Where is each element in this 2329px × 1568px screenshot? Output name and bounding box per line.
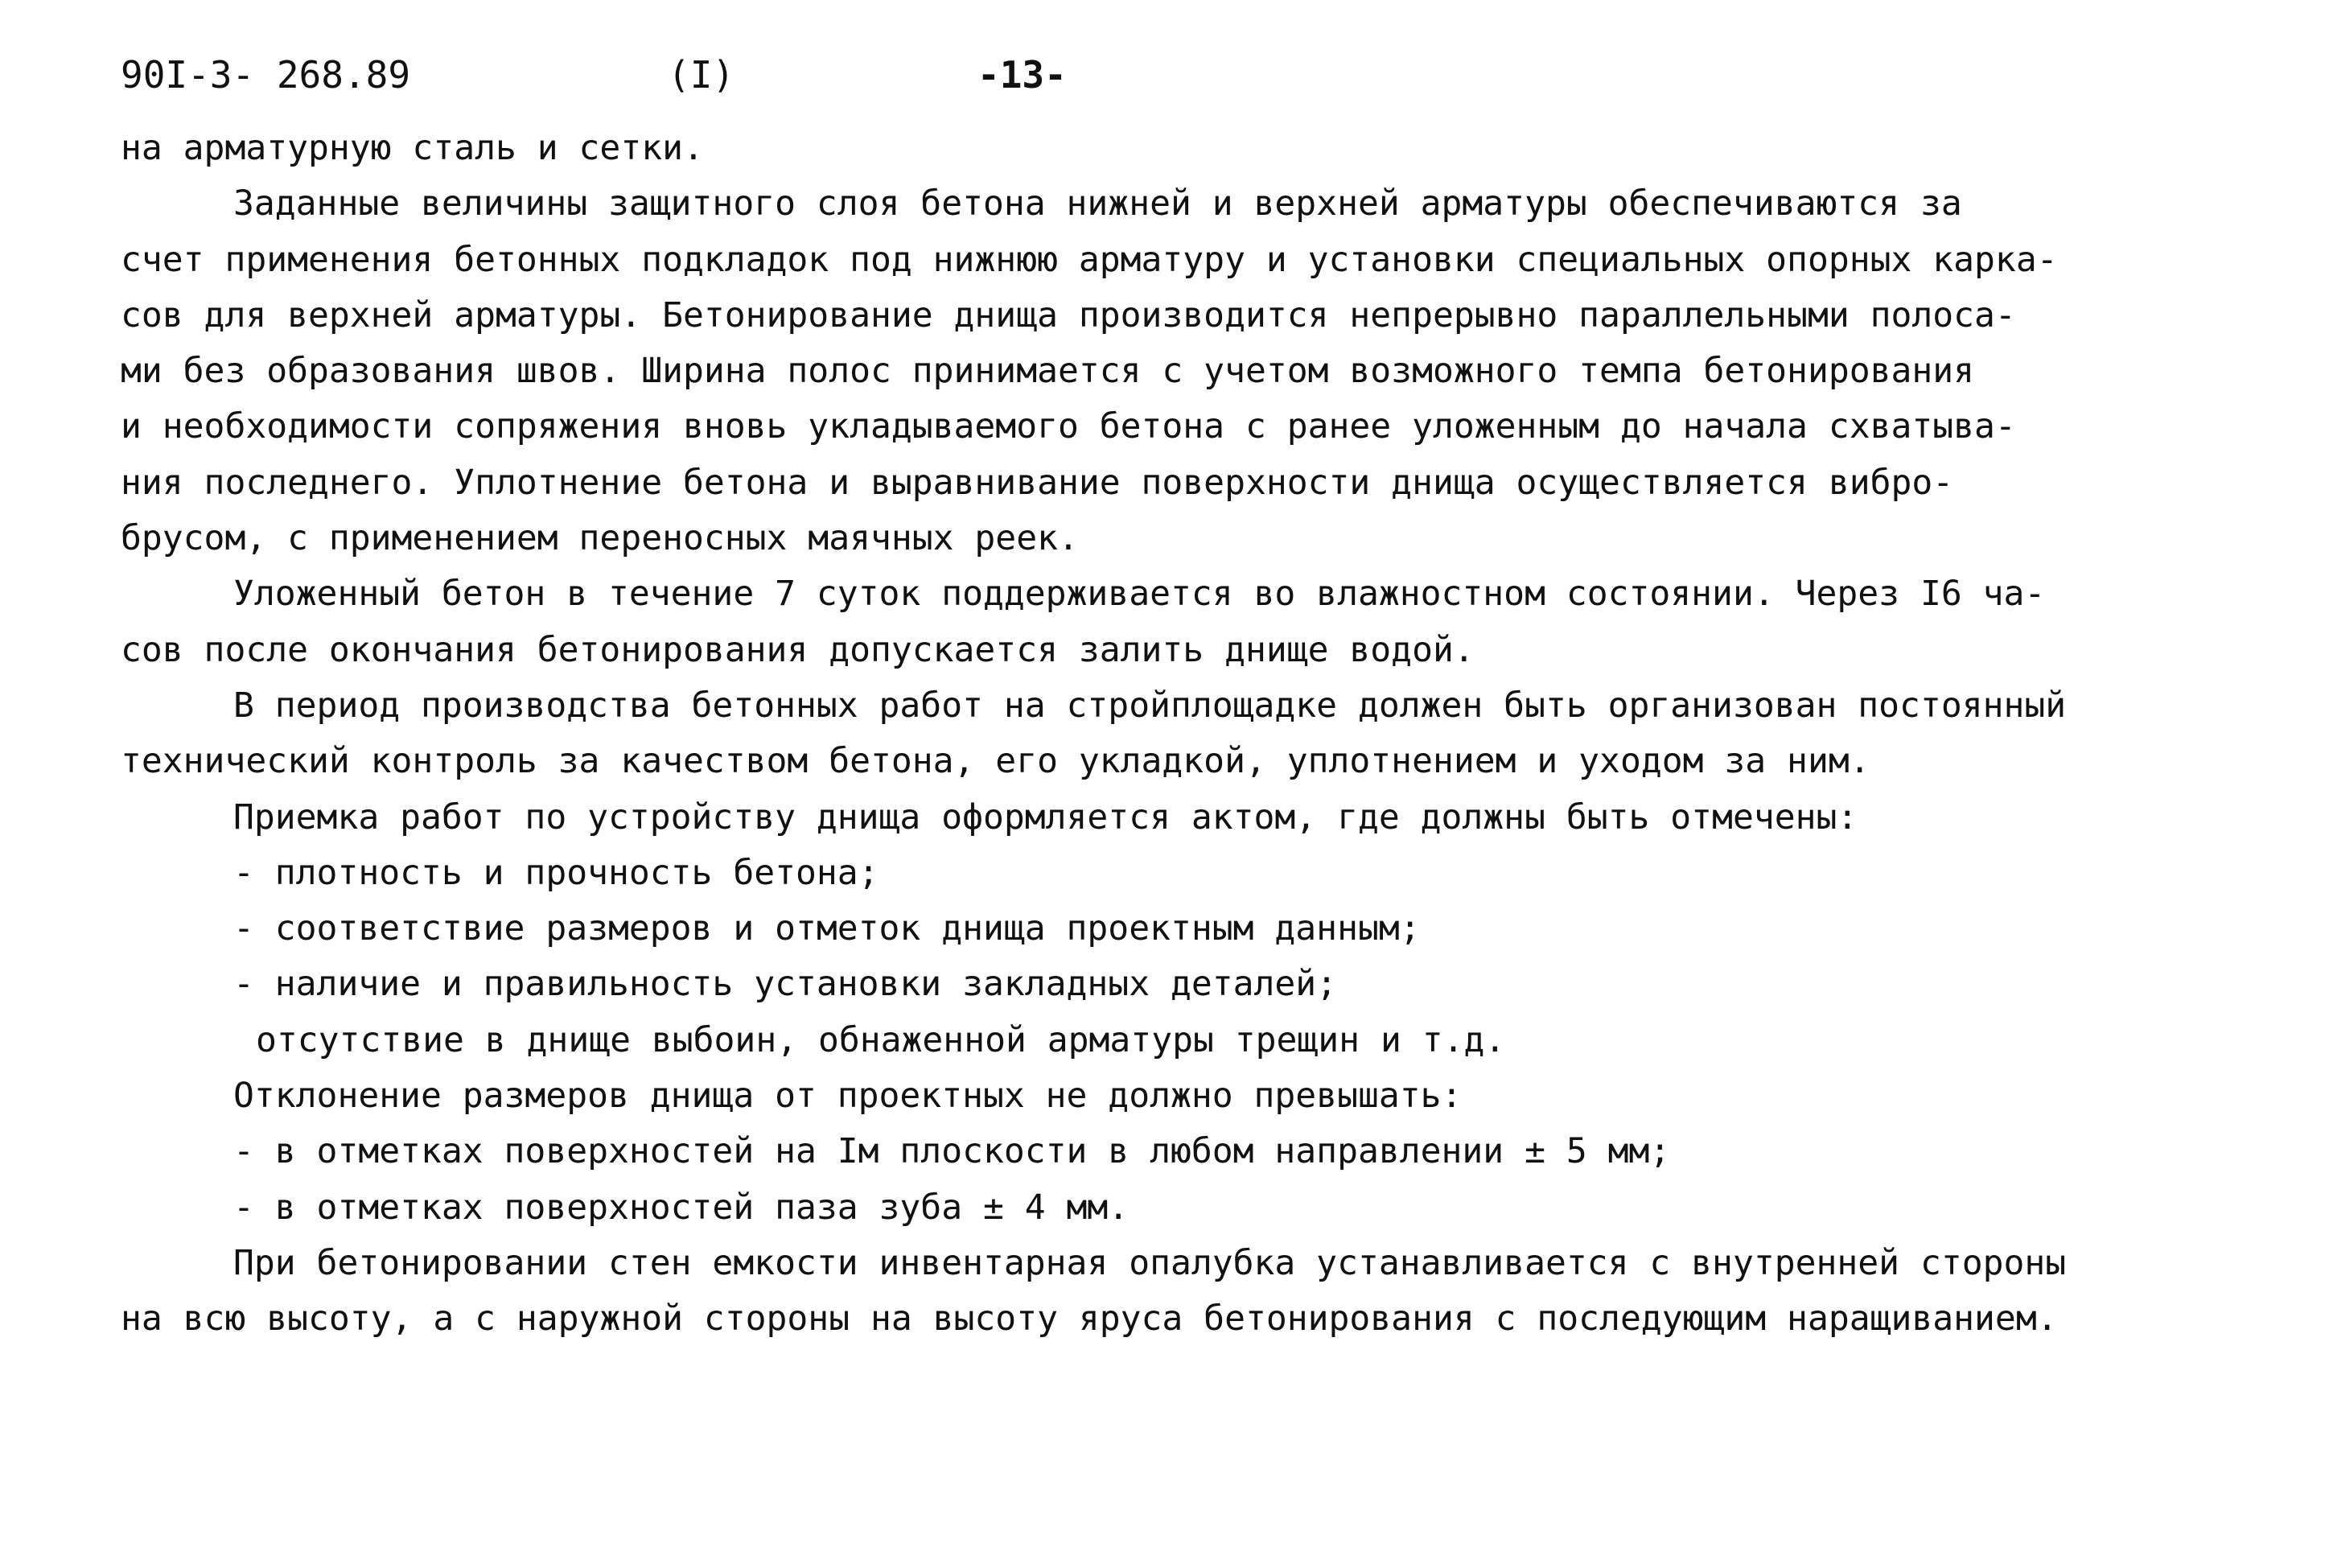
text-line: счет применения бетонных подкладок под нижнюю арматуру и установки специальных опорных карка-	[121, 239, 2058, 280]
text-line: При бетонировании стен емкости инвентарная опалубка устанавливается с внутренней стороны	[233, 1242, 2067, 1283]
text-line: технический контроль за качеством бетона, его укладкой, уплотнением и уходом за ним.	[121, 741, 1870, 782]
text-line: Уложенный бетон в течение 7 суток поддерживается во влажностном состоянии. Через I6 ча-	[233, 574, 2046, 615]
document-code: 90I-3- 268.89	[121, 53, 411, 97]
list-item: - в отметках поверхностей на Iм плоскости в любом направлении ± 5 мм;	[233, 1131, 1671, 1172]
text-line: Отклонение размеров днища от проектных не должно превышать:	[233, 1076, 1463, 1117]
text-line: брусом, с применением переносных маячных реек.	[121, 518, 1079, 559]
text-line: ми без образования швов. Ширина полос принимается с учетом возможного темпа бетонирования	[121, 351, 1975, 392]
list-item: - наличие и правильность установки закладных деталей;	[233, 964, 1338, 1005]
list-item: - в отметках поверхностей паза зуба ± 4 мм.	[233, 1187, 1130, 1228]
body-text	[121, 121, 2236, 1348]
text-line: Приемка работ по устройству днища оформляется актом, где должны быть отмечены:	[233, 796, 1858, 838]
text-line: и необходимости сопряжения вновь укладываемого бетона с ранее уложенным до начала схватыва-	[121, 406, 2016, 447]
list-item: - плотность и прочность бетона;	[233, 852, 879, 893]
list-item: отсутствие в днище выбоин, обнаженной арматуры трещин и т.д.	[256, 1019, 1506, 1060]
list-item: - соответствие размеров и отметок днища проектным данным;	[233, 908, 1421, 949]
text-line: на всю высоту, а с наружной стороны на высоту яруса бетонирования с последующим наращиванием.	[121, 1298, 2058, 1340]
text-line: Заданные величины защитного слоя бетона нижней и верхней арматуры обеспечиваются за	[233, 183, 1962, 224]
text-line: на арматурную сталь и сетки.	[121, 128, 704, 168]
text-line: сов для верхней арматуры. Бетонирование днища производится непрерывно параллельными полоса-	[121, 294, 2016, 335]
text-line: ния последнего. Уплотнение бетона и выравнивание поверхности днища осуществляется вибро-	[121, 462, 1954, 503]
page-header	[121, 47, 1247, 103]
page-number: -13-	[977, 53, 1067, 97]
text-line: сов после окончания бетонирования допускается залить днище водой.	[121, 629, 1475, 670]
text-line: В период производства бетонных работ на стройплощадке должен быть организован постоянный	[233, 685, 2067, 726]
sheet-number: (I)	[668, 53, 735, 97]
